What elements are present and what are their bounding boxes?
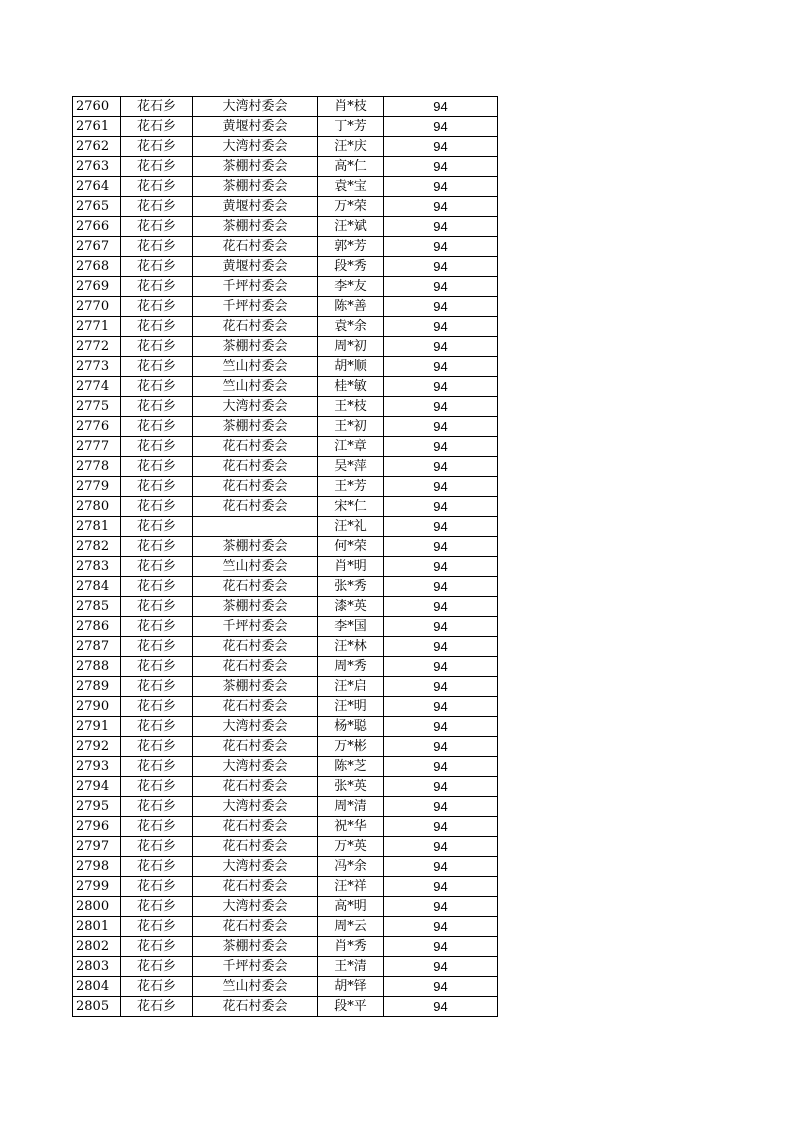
- score-cell: 94: [384, 877, 498, 897]
- name-cell: 桂*敏: [318, 377, 384, 397]
- table-row: [73, 437, 498, 457]
- village-committee-cell: 花石村委会: [193, 577, 318, 597]
- table-row: [73, 737, 498, 757]
- village-committee-cell: 茶棚村委会: [193, 677, 318, 697]
- score-cell: 94: [384, 637, 498, 657]
- name-cell: 宋*仁: [318, 497, 384, 517]
- town-cell: 花石乡: [121, 857, 193, 877]
- name-cell: 万*英: [318, 837, 384, 857]
- score-cell: 94: [384, 437, 498, 457]
- score-cell: 94: [384, 837, 498, 857]
- name-cell: 祝*华: [318, 817, 384, 837]
- record-id-cell: 2801: [73, 917, 121, 937]
- name-cell: 江*章: [318, 437, 384, 457]
- village-committee-cell: 大湾村委会: [193, 97, 318, 117]
- name-cell: 冯*余: [318, 857, 384, 877]
- town-cell: 花石乡: [121, 637, 193, 657]
- town-cell: 花石乡: [121, 677, 193, 697]
- name-cell: 胡*铎: [318, 977, 384, 997]
- score-cell: 94: [384, 757, 498, 777]
- village-committee-cell: 花石村委会: [193, 997, 318, 1017]
- name-cell: 周*初: [318, 337, 384, 357]
- name-cell: 高*明: [318, 897, 384, 917]
- record-id-cell: 2771: [73, 317, 121, 337]
- table-row: [73, 517, 498, 537]
- town-cell: 花石乡: [121, 377, 193, 397]
- score-cell: 94: [384, 477, 498, 497]
- records-table-body: [73, 97, 498, 1017]
- table-row: [73, 877, 498, 897]
- record-id-cell: 2780: [73, 497, 121, 517]
- score-cell: 94: [384, 317, 498, 337]
- name-cell: 杨*聪: [318, 717, 384, 737]
- village-committee-cell: 黄堰村委会: [193, 257, 318, 277]
- table-row: [73, 377, 498, 397]
- name-cell: 漆*英: [318, 597, 384, 617]
- table-row: [73, 397, 498, 417]
- table-row: [73, 157, 498, 177]
- name-cell: 王*清: [318, 957, 384, 977]
- town-cell: 花石乡: [121, 277, 193, 297]
- score-cell: 94: [384, 517, 498, 537]
- score-cell: 94: [384, 777, 498, 797]
- town-cell: 花石乡: [121, 797, 193, 817]
- table-row: [73, 597, 498, 617]
- village-committee-cell: [193, 517, 318, 537]
- name-cell: 李*友: [318, 277, 384, 297]
- name-cell: 汪*启: [318, 677, 384, 697]
- town-cell: 花石乡: [121, 497, 193, 517]
- town-cell: 花石乡: [121, 317, 193, 337]
- village-committee-cell: 黄堰村委会: [193, 117, 318, 137]
- score-cell: 94: [384, 897, 498, 917]
- record-id-cell: 2784: [73, 577, 121, 597]
- score-cell: 94: [384, 997, 498, 1017]
- name-cell: 丁*芳: [318, 117, 384, 137]
- village-committee-cell: 大湾村委会: [193, 897, 318, 917]
- town-cell: 花石乡: [121, 477, 193, 497]
- record-id-cell: 2770: [73, 297, 121, 317]
- score-cell: 94: [384, 197, 498, 217]
- village-committee-cell: 花石村委会: [193, 777, 318, 797]
- score-cell: 94: [384, 337, 498, 357]
- record-id-cell: 2774: [73, 377, 121, 397]
- village-committee-cell: 花石村委会: [193, 697, 318, 717]
- name-cell: 张*英: [318, 777, 384, 797]
- name-cell: 段*平: [318, 997, 384, 1017]
- record-id-cell: 2796: [73, 817, 121, 837]
- town-cell: 花石乡: [121, 457, 193, 477]
- record-id-cell: 2782: [73, 537, 121, 557]
- town-cell: 花石乡: [121, 657, 193, 677]
- town-cell: 花石乡: [121, 397, 193, 417]
- name-cell: 高*仁: [318, 157, 384, 177]
- table-row: [73, 757, 498, 777]
- name-cell: 周*清: [318, 797, 384, 817]
- village-committee-cell: 大湾村委会: [193, 797, 318, 817]
- town-cell: 花石乡: [121, 197, 193, 217]
- village-committee-cell: 大湾村委会: [193, 757, 318, 777]
- village-committee-cell: 千坪村委会: [193, 957, 318, 977]
- record-id-cell: 2800: [73, 897, 121, 917]
- name-cell: 肖*明: [318, 557, 384, 577]
- table-row: [73, 837, 498, 857]
- record-id-cell: 2791: [73, 717, 121, 737]
- name-cell: 王*枝: [318, 397, 384, 417]
- score-cell: 94: [384, 457, 498, 477]
- town-cell: 花石乡: [121, 437, 193, 457]
- record-id-cell: 2767: [73, 237, 121, 257]
- score-cell: 94: [384, 597, 498, 617]
- village-committee-cell: 竺山村委会: [193, 557, 318, 577]
- name-cell: 王*初: [318, 417, 384, 437]
- town-cell: 花石乡: [121, 557, 193, 577]
- table-row: [73, 617, 498, 637]
- score-cell: 94: [384, 717, 498, 737]
- record-id-cell: 2785: [73, 597, 121, 617]
- village-committee-cell: 花石村委会: [193, 497, 318, 517]
- record-id-cell: 2776: [73, 417, 121, 437]
- name-cell: 肖*枝: [318, 97, 384, 117]
- name-cell: 张*秀: [318, 577, 384, 597]
- name-cell: 汪*礼: [318, 517, 384, 537]
- name-cell: 汪*庆: [318, 137, 384, 157]
- score-cell: 94: [384, 977, 498, 997]
- score-cell: 94: [384, 157, 498, 177]
- record-id-cell: 2764: [73, 177, 121, 197]
- town-cell: 花石乡: [121, 837, 193, 857]
- village-committee-cell: 千坪村委会: [193, 617, 318, 637]
- town-cell: 花石乡: [121, 777, 193, 797]
- table-row: [73, 857, 498, 877]
- table-row: [73, 137, 498, 157]
- record-id-cell: 2768: [73, 257, 121, 277]
- village-committee-cell: 花石村委会: [193, 637, 318, 657]
- table-row: [73, 497, 498, 517]
- score-cell: 94: [384, 257, 498, 277]
- village-committee-cell: 竺山村委会: [193, 377, 318, 397]
- table-row: [73, 277, 498, 297]
- table-row: [73, 897, 498, 917]
- village-committee-cell: 花石村委会: [193, 457, 318, 477]
- village-committee-cell: 茶棚村委会: [193, 597, 318, 617]
- village-committee-cell: 千坪村委会: [193, 297, 318, 317]
- town-cell: 花石乡: [121, 237, 193, 257]
- village-committee-cell: 花石村委会: [193, 657, 318, 677]
- town-cell: 花石乡: [121, 817, 193, 837]
- score-cell: 94: [384, 217, 498, 237]
- town-cell: 花石乡: [121, 957, 193, 977]
- town-cell: 花石乡: [121, 937, 193, 957]
- village-committee-cell: 大湾村委会: [193, 857, 318, 877]
- record-id-cell: 2794: [73, 777, 121, 797]
- name-cell: 胡*顺: [318, 357, 384, 377]
- record-id-cell: 2778: [73, 457, 121, 477]
- town-cell: 花石乡: [121, 117, 193, 137]
- record-id-cell: 2783: [73, 557, 121, 577]
- village-committee-cell: 茶棚村委会: [193, 417, 318, 437]
- table-row: [73, 317, 498, 337]
- score-cell: 94: [384, 657, 498, 677]
- score-cell: 94: [384, 697, 498, 717]
- town-cell: 花石乡: [121, 337, 193, 357]
- name-cell: 袁*宝: [318, 177, 384, 197]
- record-id-cell: 2787: [73, 637, 121, 657]
- score-cell: 94: [384, 937, 498, 957]
- record-id-cell: 2765: [73, 197, 121, 217]
- records-table: [72, 96, 498, 1017]
- table-row: [73, 637, 498, 657]
- record-id-cell: 2797: [73, 837, 121, 857]
- record-id-cell: 2766: [73, 217, 121, 237]
- village-committee-cell: 花石村委会: [193, 237, 318, 257]
- score-cell: 94: [384, 297, 498, 317]
- town-cell: 花石乡: [121, 617, 193, 637]
- name-cell: 李*国: [318, 617, 384, 637]
- record-id-cell: 2790: [73, 697, 121, 717]
- table-row: [73, 997, 498, 1017]
- score-cell: 94: [384, 677, 498, 697]
- town-cell: 花石乡: [121, 357, 193, 377]
- score-cell: 94: [384, 537, 498, 557]
- table-row: [73, 297, 498, 317]
- score-cell: 94: [384, 617, 498, 637]
- record-id-cell: 2760: [73, 97, 121, 117]
- record-id-cell: 2773: [73, 357, 121, 377]
- village-committee-cell: 大湾村委会: [193, 717, 318, 737]
- name-cell: 何*荣: [318, 537, 384, 557]
- table-row: [73, 917, 498, 937]
- town-cell: 花石乡: [121, 997, 193, 1017]
- table-row: [73, 577, 498, 597]
- score-cell: 94: [384, 577, 498, 597]
- name-cell: 肖*秀: [318, 937, 384, 957]
- name-cell: 陈*善: [318, 297, 384, 317]
- score-cell: 94: [384, 417, 498, 437]
- score-cell: 94: [384, 817, 498, 837]
- town-cell: 花石乡: [121, 537, 193, 557]
- name-cell: 周*秀: [318, 657, 384, 677]
- town-cell: 花石乡: [121, 177, 193, 197]
- table-row: [73, 337, 498, 357]
- record-id-cell: 2805: [73, 997, 121, 1017]
- table-row: [73, 717, 498, 737]
- table-row: [73, 697, 498, 717]
- town-cell: 花石乡: [121, 717, 193, 737]
- record-id-cell: 2781: [73, 517, 121, 537]
- score-cell: 94: [384, 797, 498, 817]
- town-cell: 花石乡: [121, 217, 193, 237]
- table-row: [73, 257, 498, 277]
- score-cell: 94: [384, 277, 498, 297]
- village-committee-cell: 茶棚村委会: [193, 537, 318, 557]
- record-id-cell: 2795: [73, 797, 121, 817]
- score-cell: 94: [384, 917, 498, 937]
- table-row: [73, 97, 498, 117]
- town-cell: 花石乡: [121, 577, 193, 597]
- score-cell: 94: [384, 377, 498, 397]
- table-row: [73, 457, 498, 477]
- score-cell: 94: [384, 357, 498, 377]
- village-committee-cell: 大湾村委会: [193, 137, 318, 157]
- name-cell: 汪*祥: [318, 877, 384, 897]
- table-row: [73, 797, 498, 817]
- name-cell: 万*荣: [318, 197, 384, 217]
- score-cell: 94: [384, 497, 498, 517]
- table-row: [73, 357, 498, 377]
- town-cell: 花石乡: [121, 697, 193, 717]
- record-id-cell: 2762: [73, 137, 121, 157]
- name-cell: 吴*萍: [318, 457, 384, 477]
- record-id-cell: 2772: [73, 337, 121, 357]
- village-committee-cell: 竺山村委会: [193, 977, 318, 997]
- record-id-cell: 2763: [73, 157, 121, 177]
- record-id-cell: 2802: [73, 937, 121, 957]
- village-committee-cell: 花石村委会: [193, 917, 318, 937]
- village-committee-cell: 大湾村委会: [193, 397, 318, 417]
- village-committee-cell: 茶棚村委会: [193, 177, 318, 197]
- town-cell: 花石乡: [121, 417, 193, 437]
- table-row: [73, 477, 498, 497]
- village-committee-cell: 茶棚村委会: [193, 337, 318, 357]
- record-id-cell: 2769: [73, 277, 121, 297]
- record-id-cell: 2779: [73, 477, 121, 497]
- score-cell: 94: [384, 97, 498, 117]
- record-id-cell: 2761: [73, 117, 121, 137]
- table-row: [73, 937, 498, 957]
- record-id-cell: 2804: [73, 977, 121, 997]
- score-cell: 94: [384, 397, 498, 417]
- record-id-cell: 2775: [73, 397, 121, 417]
- record-id-cell: 2799: [73, 877, 121, 897]
- name-cell: 陈*芝: [318, 757, 384, 777]
- town-cell: 花石乡: [121, 597, 193, 617]
- table-row: [73, 817, 498, 837]
- table-row: [73, 537, 498, 557]
- score-cell: 94: [384, 177, 498, 197]
- village-committee-cell: 花石村委会: [193, 437, 318, 457]
- table-row: [73, 177, 498, 197]
- town-cell: 花石乡: [121, 297, 193, 317]
- record-id-cell: 2798: [73, 857, 121, 877]
- village-committee-cell: 花石村委会: [193, 477, 318, 497]
- name-cell: 汪*斌: [318, 217, 384, 237]
- town-cell: 花石乡: [121, 977, 193, 997]
- town-cell: 花石乡: [121, 737, 193, 757]
- village-committee-cell: 花石村委会: [193, 737, 318, 757]
- town-cell: 花石乡: [121, 517, 193, 537]
- village-committee-cell: 花石村委会: [193, 317, 318, 337]
- record-id-cell: 2777: [73, 437, 121, 457]
- score-cell: 94: [384, 857, 498, 877]
- town-cell: 花石乡: [121, 897, 193, 917]
- village-committee-cell: 竺山村委会: [193, 357, 318, 377]
- table-row: [73, 657, 498, 677]
- table-row: [73, 237, 498, 257]
- town-cell: 花石乡: [121, 157, 193, 177]
- table-row: [73, 217, 498, 237]
- town-cell: 花石乡: [121, 917, 193, 937]
- town-cell: 花石乡: [121, 877, 193, 897]
- record-id-cell: 2792: [73, 737, 121, 757]
- score-cell: 94: [384, 737, 498, 757]
- score-cell: 94: [384, 237, 498, 257]
- village-committee-cell: 千坪村委会: [193, 277, 318, 297]
- name-cell: 段*秀: [318, 257, 384, 277]
- record-id-cell: 2803: [73, 957, 121, 977]
- score-cell: 94: [384, 557, 498, 577]
- table-row: [73, 977, 498, 997]
- village-committee-cell: 花石村委会: [193, 837, 318, 857]
- table-row: [73, 957, 498, 977]
- table-row: [73, 197, 498, 217]
- name-cell: 汪*明: [318, 697, 384, 717]
- village-committee-cell: 茶棚村委会: [193, 217, 318, 237]
- village-committee-cell: 花石村委会: [193, 817, 318, 837]
- name-cell: 汪*林: [318, 637, 384, 657]
- village-committee-cell: 茶棚村委会: [193, 157, 318, 177]
- name-cell: 袁*余: [318, 317, 384, 337]
- table-row: [73, 777, 498, 797]
- village-committee-cell: 花石村委会: [193, 877, 318, 897]
- town-cell: 花石乡: [121, 757, 193, 777]
- score-cell: 94: [384, 957, 498, 977]
- village-committee-cell: 茶棚村委会: [193, 937, 318, 957]
- table-row: [73, 417, 498, 437]
- name-cell: 万*彬: [318, 737, 384, 757]
- town-cell: 花石乡: [121, 257, 193, 277]
- record-id-cell: 2789: [73, 677, 121, 697]
- name-cell: 郭*芳: [318, 237, 384, 257]
- table-row: [73, 557, 498, 577]
- record-id-cell: 2793: [73, 757, 121, 777]
- table-row: [73, 677, 498, 697]
- table-row: [73, 117, 498, 137]
- name-cell: 王*芳: [318, 477, 384, 497]
- record-id-cell: 2788: [73, 657, 121, 677]
- score-cell: 94: [384, 137, 498, 157]
- village-committee-cell: 黄堰村委会: [193, 197, 318, 217]
- score-cell: 94: [384, 117, 498, 137]
- record-id-cell: 2786: [73, 617, 121, 637]
- name-cell: 周*云: [318, 917, 384, 937]
- town-cell: 花石乡: [121, 137, 193, 157]
- town-cell: 花石乡: [121, 97, 193, 117]
